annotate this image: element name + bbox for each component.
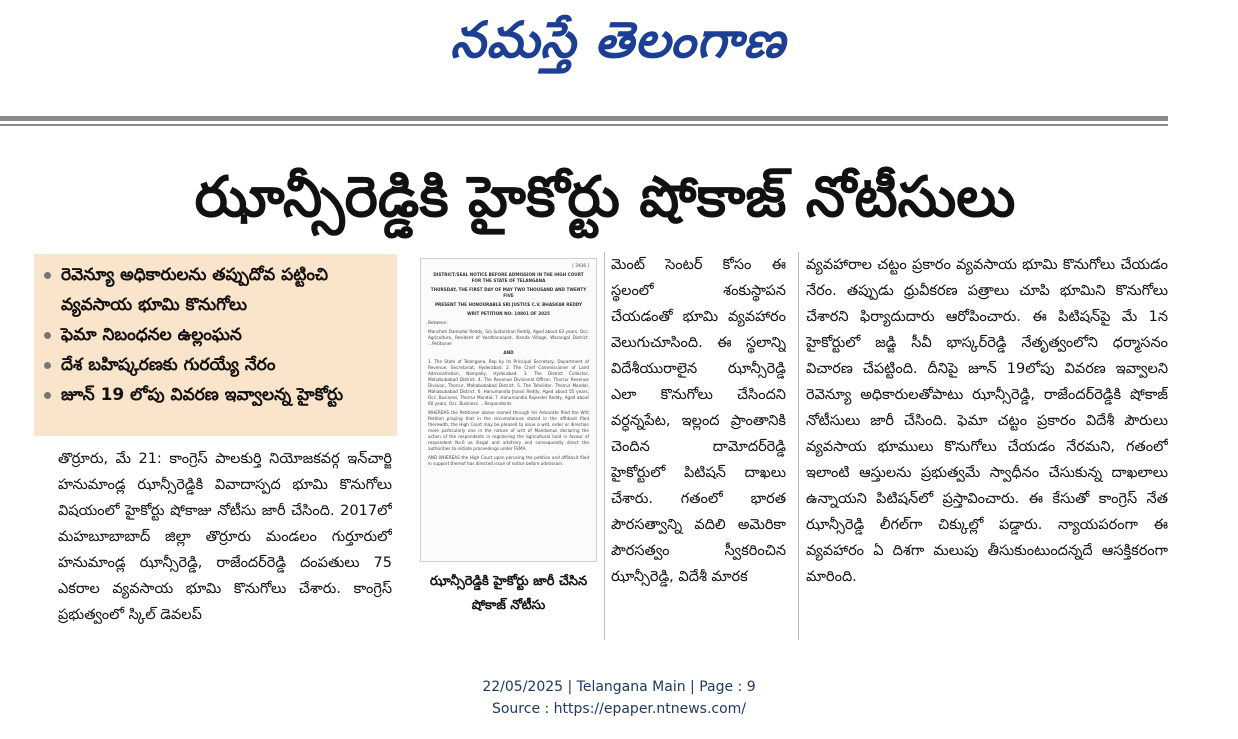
highlight-text: దేశ బహిష్కరణకు గురయ్యే నేరం [61,355,276,375]
notice-footer: AND WHEREAS the High Court upon perusing the petition and affidavit filed in support thereof has directed issue of notice before admission. [428,455,589,466]
notice-and: AND [503,350,514,355]
bullet-icon [44,272,51,279]
highlight-item [44,350,389,380]
notice-petition-number: WRIT PETITION NO: 10801 OF 2025 [467,311,550,316]
highlight-text: రెవెన్యూ అధికారులను తప్పుదోవ పట్టించి వ్యవసాయ భూమి కొనుగోలు [61,265,328,315]
highlight-text: ఫెమా నిబంధనల ఉల్లంఘన [61,325,242,345]
notice-petitioner: Mancheti Damodar Reddy, S/o Sudarshan Reddy, Aged about 63 years, Occ. Agriculture, Resident of Vardhannapet, Illanda Village, Warangal District. ...Petitioner [428,329,589,346]
newspaper-logo: నమస్తే తెలంగాణ [450,10,786,69]
article-column-3: మెంట్ సెంటర్ కోసం ఈ స్థలంలో శంకుస్థాపన చేయడంతో భూమి వ్యవహారం వెలుగుచూసింది. ఈ స్థలాన్ని విదేశీయురాలైన ఝాన్సీరెడ్డి ఎలా కొనుగోలు చేసిందని వర్ధన్నపేట, ఇల్లంద ప్రాంతానికి చెందిన దామోదర్‌రెడ్డి హైకోర్టులో పిటిషన్ దాఖలు చేశారు. గతంలో భారత పౌరసత్వాన్ని వదిలి అమెరికా పౌరసత్వం స్వీకరించిన ఝాన్సీరెడ్డి, విదేశీ మారక [611,257,786,585]
column-divider [798,252,799,640]
source-url[interactable]: Source : https://epaper.ntnews.com/ [491,701,747,717]
notice-court: DISTRICT/SEAL NOTICE BEFORE ADMISSION IN THE HIGH COURT FOR THE STATE OF TELANGANA [433,272,584,283]
highlight-item [44,320,389,350]
bullet-icon [44,392,51,399]
masthead-rule-thick [0,116,1168,121]
court-notice-image [420,258,597,562]
article-column-4: వ్యవహారాల చట్టం ప్రకారం వ్యవసాయ భూమి కొనుగోలు చేయడం నేరం. తప్పుడు ధ్రువీకరణ పత్రాలు చూపి భూమిని కొనుగోలు చేశారని ఫిర్యాదుదారు ఆరోపించారు. ఈ పిటిషన్‌పై మే 1న హైకోర్టులో జడ్జి సీవీ భాస్కర్‌రెడ్డి నేతృత్వంలోని ధర్మాసనం విచారణ చేపట్టింది. దీనిపై జూన్ 19లోపు వివరణ ఇవ్వాలని రెవెన్యూ అధికారులతోపాటు ఝాన్సీరెడ్డి, రాజేందర్‌రెడ్డికి షోకాజ్ నోటీసులు జారీ చేసింది. ఫెమా చట్టం ప్రకారం విదేశీ పౌరులు వ్యవసాయ భూములు కొనుగోలు చేయడం నేరమని, గతంలో ఇలాంటి ఆస్తులను ప్రభుత్వమే స్వాధీనం చేసుకున్న దాఖలాలు ఉన్నాయని పిటిషన్‌లో ప్రస్తావించారు. ఈ కేసుతో కాంగ్రెస్ నేత ఝాన్సీరెడ్డి లీగల్‌గా చిక్కుల్లో పడ్డారు. న్యాయపరంగా ఈ వ్యవహారం ఏ దిశగా మలుపు తీసుకుంటుందన్నదే ఆసక్తికరంగా మారింది. [806,257,1168,585]
masthead-rule-thin [0,124,1168,126]
notice-date: THURSDAY, THE FIRST DAY OF MAY TWO THOUSAND AND TWENTY FIVE [430,287,587,298]
bullet-icon [44,362,51,369]
edition-info: 22/05/2025 | Telangana Main | Page : 9 [482,679,756,695]
article-column-1: తొర్రూరు, మే 21: కాంగ్రెస్ పాలకుర్తి నియోజకవర్గ ఇన్‌చార్జి హనుమాండ్ల ఝాన్సీరెడ్డికి వివాదాస్పద భూమి కొనుగోలు విషయంలో హైకోర్టు షోకాజు నోటీసు జారీ చేసింది. 2017లో మహబూబాబాద్ జిల్లా తొర్రూరు మండలం గుర్తూరులో హనుమాండ్ల ఝాన్సీరెడ్డి, రాజేందర్‌రెడ్డి దంపతులు 75 ఎకరాల వ్యవసాయ భూమి కొనుగోలు చేశారు. కాంగ్రెస్ ప్రభుత్వంలో స్కిల్ డెవలప్ [58,451,392,623]
notice-caption: ఝాన్సీరెడ్డికి హైకోర్టు జారీ చేసిన షోకాజ్ నోటీసు [429,574,588,613]
notice-respondents: 1. The State of Telangana, Rep by its Principal Secretary, Department of Revenue, Secretariat, Hyderabad. 2. The Chief Commissioner of Land Administration, Nampally, Hyderabad. 3. The District Collector, Mahabubabad District. 4. The Revenue Divisional Officer, Thorrur Revenue Division, Thorrur, Mahabubabad District. 5. The Tahsildar, Thorrur Mandal, Mahabubabad District. 6. Hanumandla Jhansi Reddy, Aged about 55 years, Occ. Business, Thorrur Mandal. 7. Hanumandla Rajender Reddy, Aged about 60 years, Occ. Business. ...Respondents [428,359,589,406]
notice-coram: PRESENT THE HONOURABLE SRI JUSTICE C.V. BHASKAR REDDY [434,302,583,307]
notice-ref: [ 2936 ] [572,263,589,268]
highlight-item [44,380,389,410]
notice-between: Between: [428,320,448,325]
column-divider [604,252,605,640]
masthead [0,0,1238,112]
page-source-info [419,676,819,720]
highlight-item [44,260,389,320]
highlight-text: జూన్ 19 లోపు వివరణ ఇవ్వాలన్న హైకోర్టు [61,385,344,405]
bullet-icon [44,332,51,339]
highlights-box [34,254,397,436]
notice-body: WHEREAS the Petitioner above named through his Advocate filed the Writ Petition praying that in the circumstances stated in the affidavit filed therewith, the High Court may be pleased to issue a writ, order or direction more particularly one in the nature of writ of Mandamus declaring the action of the respondents in registering the agricultural land in favour of respondent No.6 as illegal and arbitrary and consequently direct the authorities to initiate proceedings under FEMA. [428,410,589,451]
article-headline: ఝాన్సీరెడ్డికి హైకోర్టు షోకాజ్ నోటీసులు [194,165,1016,230]
